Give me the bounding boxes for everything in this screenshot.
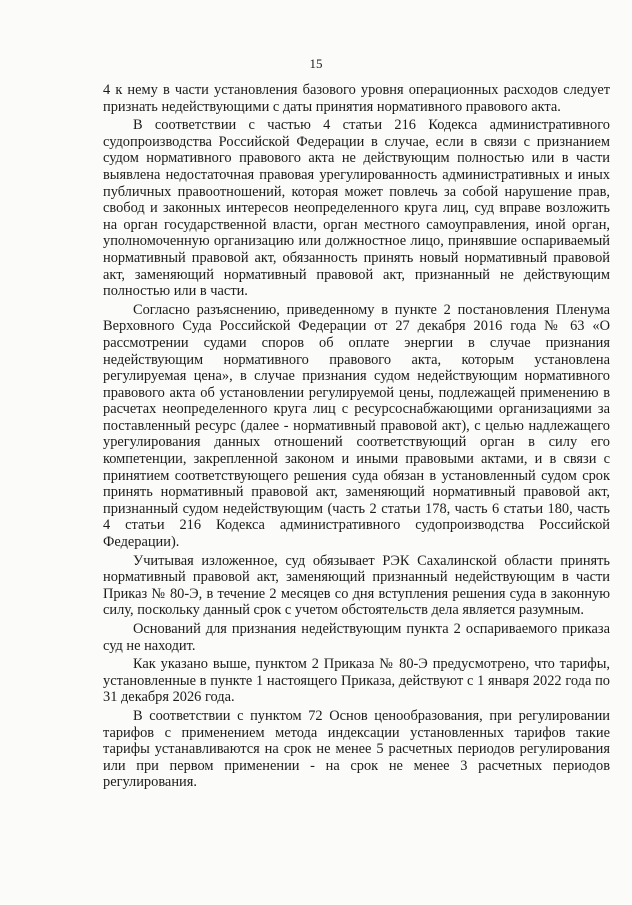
document-body <box>103 82 610 791</box>
page-number: 15 <box>309 56 323 71</box>
paragraph: В соответствии с пунктом 72 Основ ценообразования, при регулировании тарифов с применением метода индексации установленных тарифов такие тарифы устанавливаются на срок не менее 5 расчетных периодов регулирования или при первом применении - на срок не менее 3 расчетных периодов регулирования. <box>103 707 610 791</box>
paragraph: Согласно разъяснению, приведенному в пункте 2 постановления Пленума Верховного Суда Российской Федерации от 27 декабря 2016 года № 63 «О рассмотрении судами споров об оплате энергии в случае признания недействующим нормативного правового акта, которым установлена регулируемая цена», в случае признания судом недействующим нормативного правового акта об установлении регулируемой цены, подлежащей применению в расчетах неопределенного круга лиц с ресурсоснабжающими организациями за поставленный ресурс (далее - нормативный правовой акт), с целью надлежащего урегулирования данных отношений соответствующий орган в силу его компетенции, закрепленной законом и иными правовыми актами, и в связи с принятием соответствующего решения суда обязан в установленный судом срок принять нормативный правовой акт, заменяющий нормативный правовой акт, признанный судом недействующим (часть 2 статьи 178, часть 6 статьи 180, часть 4 статьи 216 Кодекса административного судопроизводства Российской Федерации). <box>103 301 610 551</box>
paragraph: 4 к нему в части установления базового уровня операционных расходов следует признать недействующими с даты принятия нормативного правового акта. <box>103 82 610 115</box>
paragraph: Учитывая изложенное, суд обязывает РЭК Сахалинской области принять нормативный правовой акт, заменяющий признанный недействующим в части Приказ № 80-Э, в течение 2 месяцев со дня вступления решения суда в законную силу, поскольку данный срок с учетом обстоятельств дела является разумным. <box>103 552 610 619</box>
paragraph: Как указано выше, пунктом 2 Приказа № 80-Э предусмотрено, что тарифы, установленные в пункте 1 настоящего Приказа, действуют с 1 января 2022 года по 31 декабря 2026 года. <box>103 656 610 706</box>
paragraph: В соответствии с частью 4 статьи 216 Кодекса административного судопроизводства Российской Федерации в случае, если в связи с признанием судом нормативного правового акта не действующим полностью или в части выявлена недостаточная правовая урегулированность административных и иных публичных правоотношений, которая может повлечь за собой нарушение прав, свобод и законных интересов неопределенного круга лиц, суд вправе возложить на орган государственной власти, орган местного самоуправления, иной орган, уполномоченную организацию или должностное лицо, принявшие оспариваемый нормативный правовой акт, обязанность принять новый нормативный правовой акт, заменяющий нормативный правовой акт, признанный не действующим полностью или в части. <box>103 117 610 300</box>
paragraph: Оснований для признания недействующим пункта 2 оспариваемого приказа суд не находит. <box>103 621 610 654</box>
